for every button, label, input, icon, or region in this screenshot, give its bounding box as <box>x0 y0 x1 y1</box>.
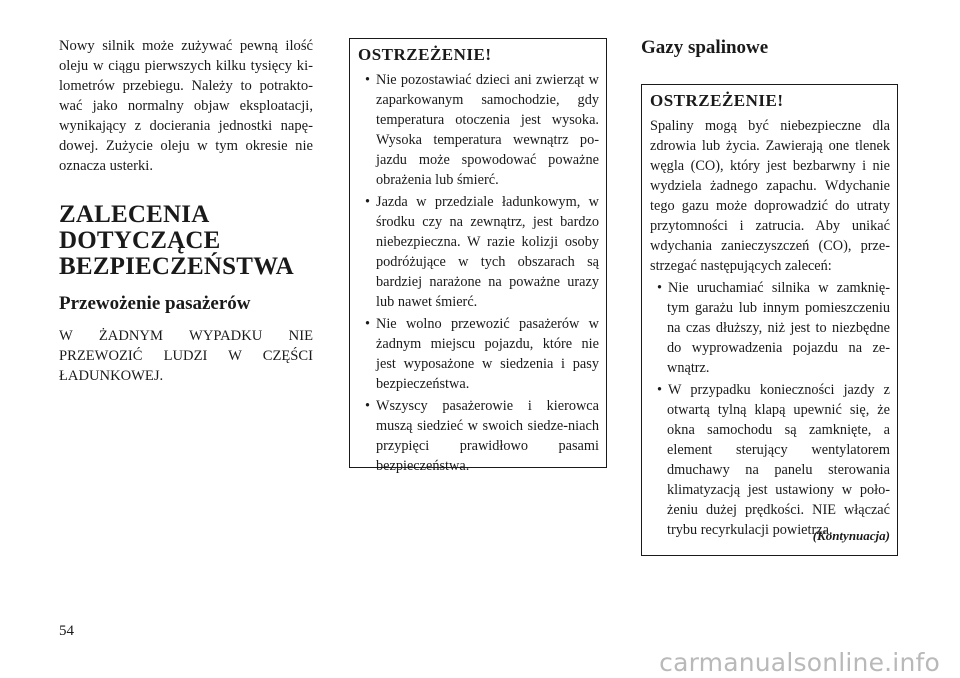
warning-list <box>650 278 890 540</box>
intro-line: dowej. Zużycie oleju w tym okresie nie <box>59 138 313 154</box>
section-heading <box>59 202 313 280</box>
list-item <box>358 314 599 394</box>
bullet-icon: • <box>657 280 663 296</box>
bullet-icon: • <box>365 72 371 88</box>
list-item-text: Jazda w przedziale ładunkowym, w środku czy na zewnątrz, jest bardzo niebezpieczna. W razie kolizji osoby podróżujące w tych obszarach są bardziej narażone na poważne urazy lub nawet śmierć. <box>376 194 599 310</box>
intro-line: oleju w ciągu pierwszych kilku tysięcy ki- <box>59 58 313 74</box>
list-item-text: Nie uruchamiać silnika w zamknię-tym garażu lub innym pomieszczeniu na czas dłuższy, niż jest to niezbędne do wyprowadzenia pojazdu na ze-wnątrz. <box>667 280 890 376</box>
intro-line: lometrów przebiegu. Należy to potrakto- <box>59 78 313 94</box>
caps-notice <box>59 326 313 386</box>
list-item-text: W przypadku konieczności jazdy z otwartą tylną klapą upewnić się, że okna samochodu są zamknięte, a element sterujący wentylatorem dmuchawy na panelu sterowania klimatyzacją jest ustawiony w poło-żeniu dużej prędkości. NIE włączać trybu recyrkulacji powietrza. <box>667 382 890 538</box>
list-item <box>358 396 599 476</box>
list-item <box>358 70 599 190</box>
bullet-icon: • <box>657 382 663 398</box>
warning-box-passengers <box>349 38 607 474</box>
bullet-icon: • <box>365 194 371 210</box>
bullet-icon: • <box>365 316 371 332</box>
section-heading-line: BEZPIECZEŃSTWA <box>59 253 294 280</box>
list-item-text: Wszyscy pasażerowie i kierowca muszą siedzieć w swoich siedze-niach przypięci prawidłowo pasami bezpieczeństwa. <box>376 398 599 474</box>
watermark: carmanualsonline.info <box>659 648 940 677</box>
intro-line: Nowy silnik może zużywać pewną ilość <box>59 38 313 54</box>
subsection-heading: Przewożenie pasażerów <box>59 293 251 314</box>
section-heading-line: ZALECENIA <box>59 201 210 228</box>
intro-line: wać jako normalny objaw eksploatacji, <box>59 98 313 114</box>
warning-list <box>358 70 599 476</box>
list-item <box>358 192 599 312</box>
warning-intro: Spaliny mogą być niebezpieczne dla zdrowia lub życia. Zawierają one tlenek węgla (CO), który jest bezbarwny i nie wydziela żadnego zapachu. Wdychanie tego gazu może doprowadzić do utraty przytomności i zatrucia. Aby unikać wdychania zanieczyszczeń (CO), prze-strzegać następujących zaleceń: <box>650 118 890 274</box>
section-heading-line: DOTYCZĄCE <box>59 227 221 254</box>
continued-note: (Kontynuacja) <box>812 528 890 543</box>
list-item-text: Nie wolno przewozić pasażerów w żadnym miejscu pojazdu, które nie jest wyposażone w siedzenia i pasy bezpieczeństwa. <box>376 316 599 392</box>
warning-box-exhaust <box>641 84 898 556</box>
exhaust-heading: Gazy spalinowe <box>641 37 769 58</box>
page-number: 54 <box>59 623 74 639</box>
intro-line: oznacza usterki. <box>59 158 153 174</box>
intro-paragraph <box>59 36 313 176</box>
warning-title: OSTRZEŻENIE! <box>650 91 784 110</box>
list-item-text: Nie pozostawiać dzieci ani zwierząt w zaparkowanym samochodzie, gdy temperatura otoczenia jest wysoka. Wysoka temperatura wewnątrz po-jazdu może spowodować poważne obrażenia lub śmierć. <box>376 72 599 188</box>
caps-line: ŁADUNKOWEJ. <box>59 368 164 384</box>
warning-title: OSTRZEŻENIE! <box>358 45 492 64</box>
left-column <box>59 36 313 386</box>
caps-line: W ŻADNYM WYPADKU NIE <box>59 328 313 344</box>
bullet-icon: • <box>365 398 371 414</box>
list-item <box>650 278 890 378</box>
list-item <box>650 380 890 540</box>
intro-line: wynikający z docierania jednostki napę- <box>59 118 313 134</box>
caps-line: PRZEWOZIĆ LUDZI W CZĘŚCI <box>59 348 313 364</box>
